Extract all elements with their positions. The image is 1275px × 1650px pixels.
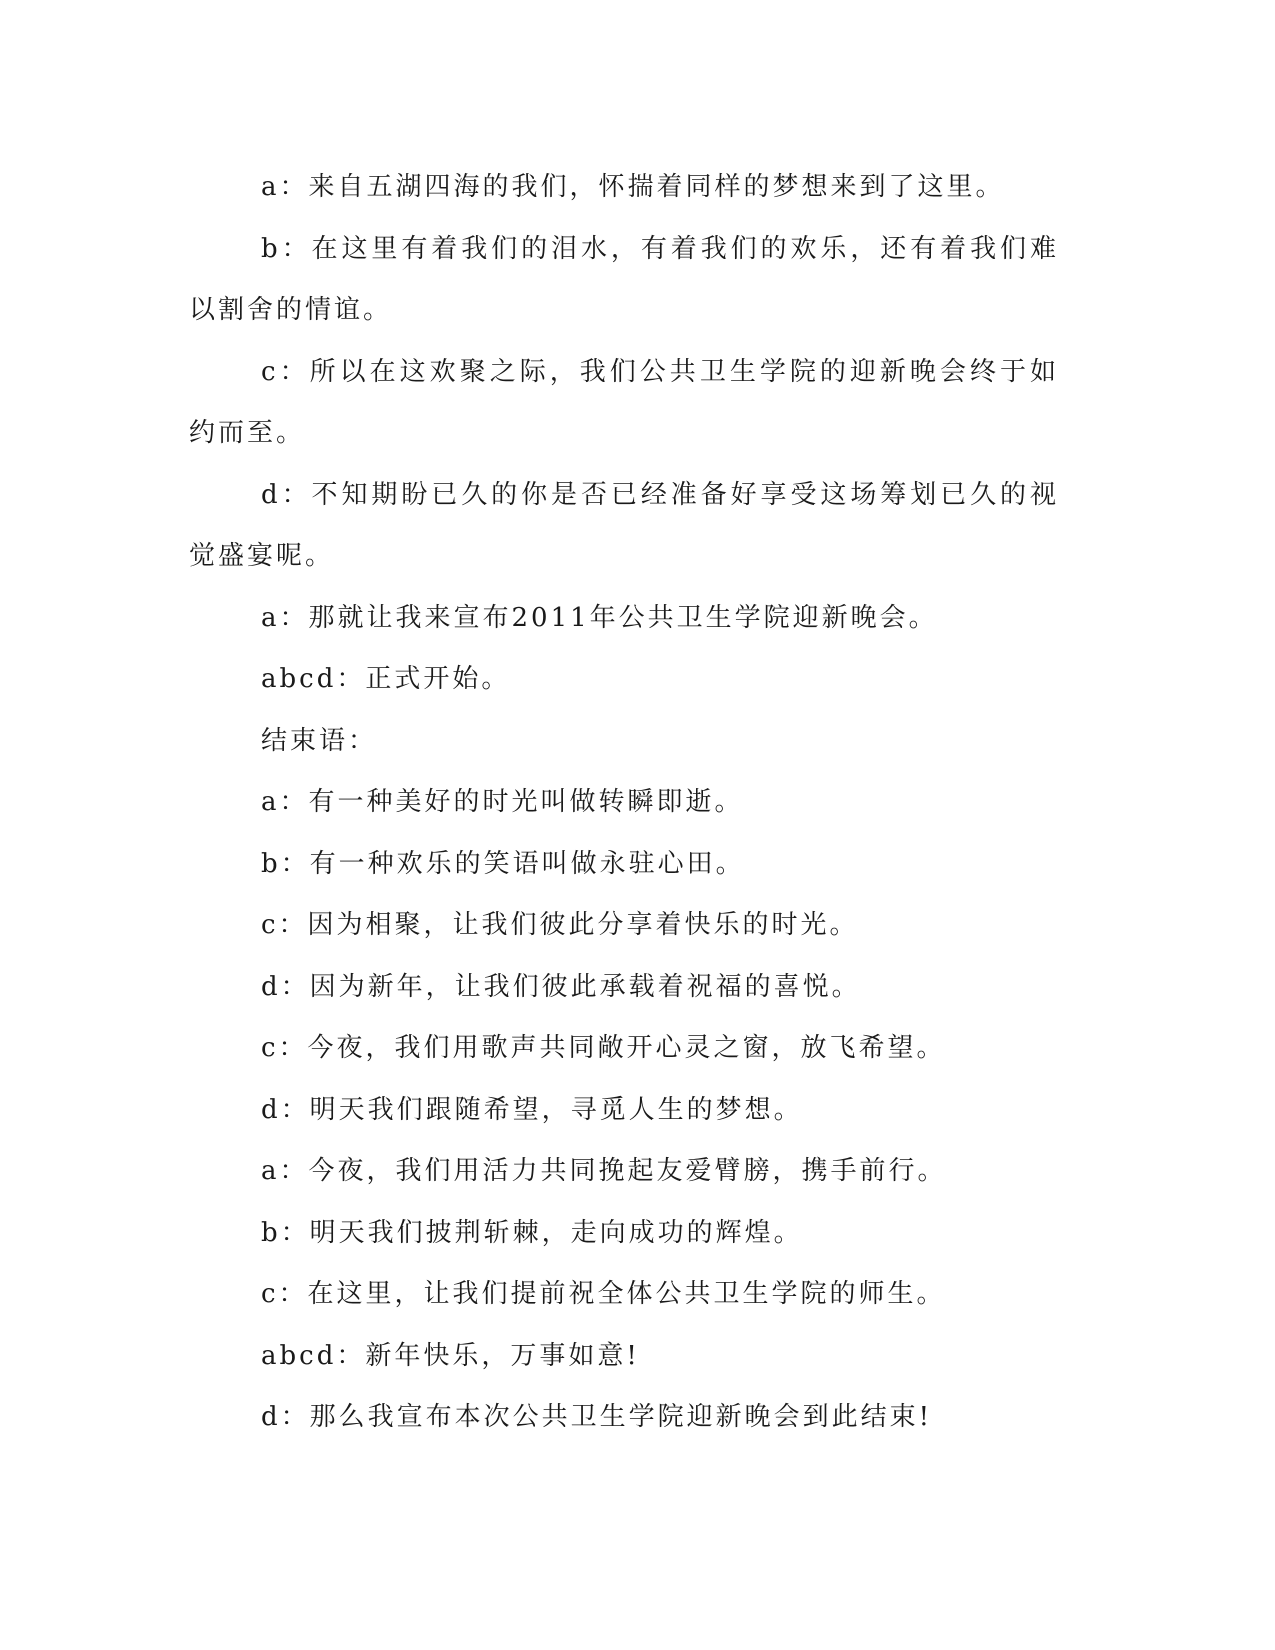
document-body xyxy=(189,157,1059,1449)
paragraph: c：所以在这欢聚之际，我们公共卫生学院的迎新晚会终于如约而至。 xyxy=(189,356,1059,448)
paragraph: a：那就让我来宣布2011年公共卫生学院迎新晚会。 xyxy=(261,602,938,633)
paragraph: b：明天我们披荆斩棘，走向成功的辉煌。 xyxy=(261,1217,803,1248)
paragraph: c：今夜，我们用歌声共同敞开心灵之窗，放飞希望。 xyxy=(261,1033,946,1063)
paragraph: a：有一种美好的时光叫做转瞬即逝。 xyxy=(261,787,744,817)
paragraph: b：在这里有着我们的泪水，有着我们的欢乐，还有着我们难以割舍的情谊。 xyxy=(189,233,1059,325)
paragraph: b：有一种欢乐的笑语叫做永驻心田。 xyxy=(261,848,745,879)
paragraph: d：那么我宣布本次公共卫生学院迎新晚会到此结束! xyxy=(261,1402,933,1432)
paragraph: a：今夜，我们用活力共同挽起友爱臂膀，携手前行。 xyxy=(261,1156,947,1186)
paragraph: c：在这里，让我们提前祝全体公共卫生学院的师生。 xyxy=(261,1279,946,1309)
paragraph: abcd：新年快乐，万事如意! xyxy=(261,1340,640,1371)
paragraph: d：不知期盼已久的你是否已经准备好享受这场筹划已久的视觉盛宴呢。 xyxy=(189,479,1059,571)
paragraph: d：明天我们跟随希望，寻觅人生的梦想。 xyxy=(261,1094,803,1125)
paragraph: abcd：正式开始。 xyxy=(261,664,511,694)
paragraph: d：因为新年，让我们彼此承载着祝福的喜悦。 xyxy=(261,971,861,1002)
paragraph: c：因为相聚，让我们彼此分享着快乐的时光。 xyxy=(261,910,859,940)
section-heading-closing: 结束语： xyxy=(261,725,378,756)
paragraph: a：来自五湖四海的我们，怀揣着同样的梦想来到了这里。 xyxy=(261,172,1005,202)
